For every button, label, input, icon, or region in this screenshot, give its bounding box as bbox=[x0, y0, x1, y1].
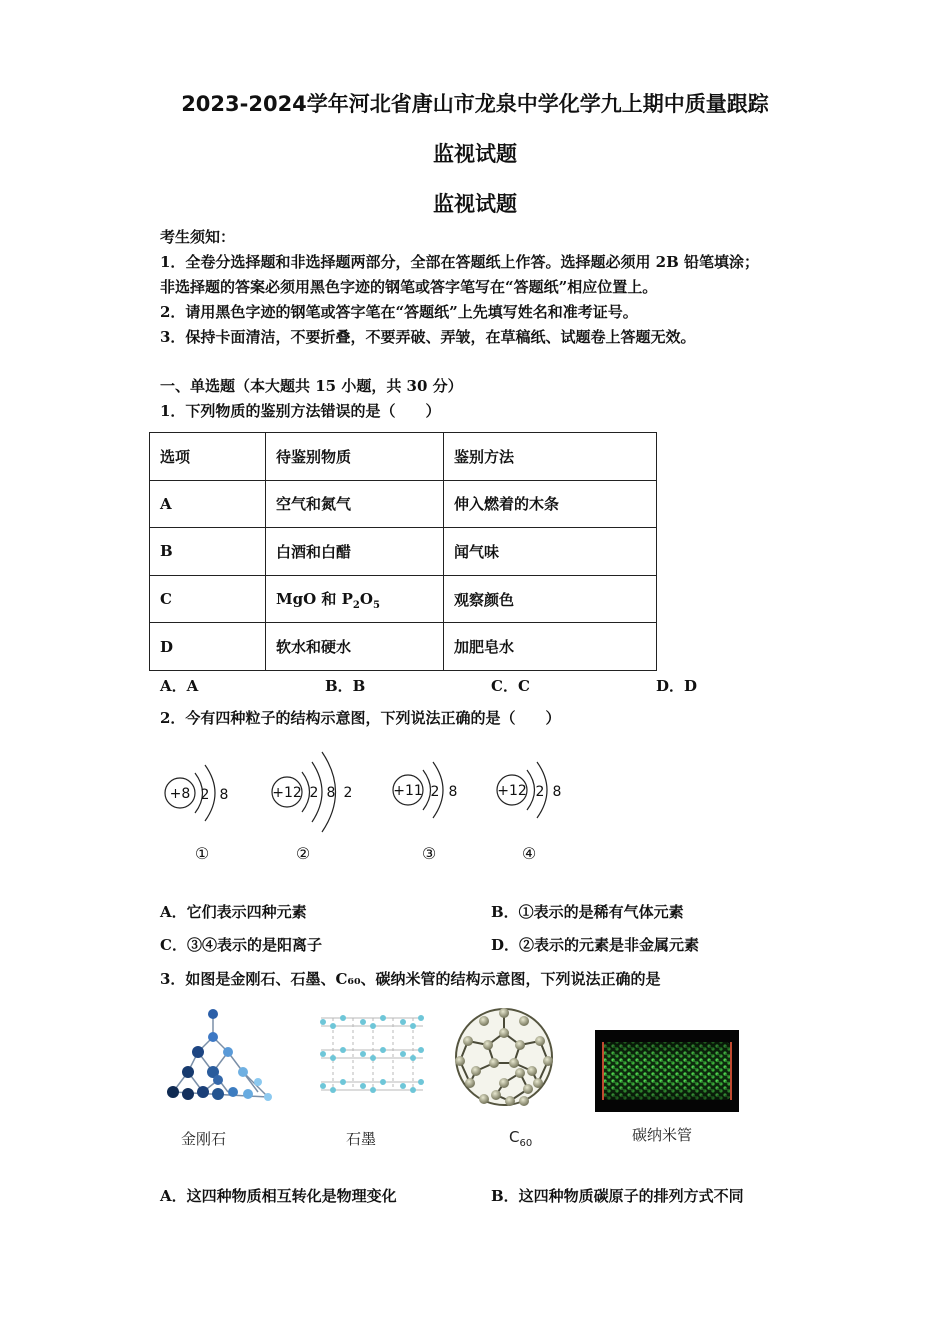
q2-choice-d: D．②表示的元素是非金属元素 bbox=[491, 936, 700, 954]
row-method: 加肥皂水 bbox=[444, 623, 657, 671]
c60-structure-image bbox=[448, 1003, 560, 1111]
shell-electrons: 2 bbox=[200, 787, 210, 803]
atom-label: ① bbox=[194, 844, 210, 863]
row-method: 闻气味 bbox=[444, 528, 657, 576]
nucleus-charge: +11 bbox=[393, 783, 423, 799]
shell-electrons: 8 bbox=[219, 787, 229, 803]
page-subtitle-repeat: 监视试题 bbox=[433, 192, 517, 216]
row-substance-formula: MgO 和 $P_2O_5$ bbox=[266, 575, 444, 623]
header-method: 鉴别方法 bbox=[444, 433, 657, 481]
atom-label: ④ bbox=[521, 844, 537, 863]
row-substance: 空气和氮气 bbox=[266, 480, 444, 528]
shell-electrons: 2 bbox=[430, 784, 440, 800]
shell-electrons: 8 bbox=[552, 784, 562, 800]
notice-item-3: 3．保持卡面清洁，不要折叠，不要弄破、弄皱，在草稿纸、试题卷上答题无效。 bbox=[160, 328, 696, 346]
nucleus-charge: +8 bbox=[169, 786, 191, 802]
row-option: A bbox=[150, 480, 266, 528]
row-option: B bbox=[150, 528, 266, 576]
q2-choice-c: C．③④表示的是阳离子 bbox=[160, 936, 322, 954]
c60-caption: $C_{60}$ bbox=[509, 1128, 533, 1149]
row-substance: 白酒和白醋 bbox=[266, 528, 444, 576]
table-header-row bbox=[150, 433, 657, 481]
shell-electrons: 8 bbox=[326, 785, 336, 801]
row-substance: 软水和硬水 bbox=[266, 623, 444, 671]
table-row bbox=[150, 623, 657, 671]
q1-choice-a: A．A bbox=[160, 677, 199, 695]
row-option: D bbox=[150, 623, 266, 671]
electron-shell-arc bbox=[423, 770, 431, 810]
shell-electrons: 2 bbox=[309, 785, 319, 801]
page-title: 2023-2024学年河北省唐山市龙泉中学化学九上期中质量跟踪 bbox=[181, 92, 769, 116]
table-row bbox=[150, 480, 657, 528]
table-row bbox=[150, 528, 657, 576]
atom-label: ③ bbox=[421, 844, 437, 863]
row-option: C bbox=[150, 575, 266, 623]
header-substance: 待鉴别物质 bbox=[266, 433, 444, 481]
notice-item-2: 2．请用黑色字迹的钢笔或答字笔在“答题纸”上先填写姓名和准考证号。 bbox=[160, 303, 638, 321]
q1-table bbox=[149, 432, 657, 671]
shell-electrons: 8 bbox=[448, 784, 458, 800]
nucleus-charge: +12 bbox=[272, 785, 302, 801]
diamond-caption: 金刚石 bbox=[181, 1130, 227, 1148]
q2-choice-a: A．它们表示四种元素 bbox=[160, 903, 307, 921]
graphite-structure-image bbox=[313, 1000, 433, 1110]
page-subtitle: 监视试题 bbox=[433, 142, 517, 166]
diamond-structure-image bbox=[158, 1002, 283, 1110]
q3-stem: 3．如图是金刚石、石墨、C₆₀、碳纳米管的结构示意图，下列说法正确的是 bbox=[160, 970, 661, 988]
nucleus-charge: +12 bbox=[497, 783, 527, 799]
q2-choice-b: B．①表示的是稀有气体元素 bbox=[491, 903, 684, 921]
shell-electrons: 2 bbox=[343, 785, 353, 801]
q2-stem: 2．今有四种粒子的结构示意图，下列说法正确的是（ ） bbox=[160, 709, 561, 727]
shell-electrons: 2 bbox=[535, 784, 545, 800]
section-heading: 一、单选题（本大题共 15 小题，共 30 分） bbox=[160, 377, 463, 395]
q3-choice-b: B．这四种物质碳原子的排列方式不同 bbox=[491, 1187, 744, 1205]
atom-label: ② bbox=[295, 844, 311, 863]
q1-choice-c: C．C bbox=[491, 677, 530, 695]
notice-item-1b: 非选择题的答案必须用黑色字迹的钢笔或答字笔写在“答题纸”相应位置上。 bbox=[160, 278, 658, 296]
notice-item-1a: 1．全卷分选择题和非选择题两部分，全部在答题纸上作答。选择题必须用 2B 铅笔填涂； bbox=[160, 253, 760, 271]
q3-choice-a: A．这四种物质相互转化是物理变化 bbox=[160, 1187, 397, 1205]
nanotube-caption: 碳纳米管 bbox=[632, 1126, 693, 1144]
atom-structure-diagrams bbox=[150, 735, 610, 870]
q1-choice-b: B．B bbox=[325, 677, 366, 695]
nanotube-structure-image bbox=[595, 1030, 739, 1112]
q1-choice-d: D．D bbox=[656, 677, 698, 695]
graphite-caption: 石墨 bbox=[346, 1130, 377, 1148]
header-option: 选项 bbox=[150, 433, 266, 481]
row-method: 伸入燃着的木条 bbox=[444, 480, 657, 528]
row-method: 观察颜色 bbox=[444, 575, 657, 623]
electron-shell-arc bbox=[302, 772, 310, 812]
table-row bbox=[150, 575, 657, 623]
electron-shell-arc bbox=[527, 770, 535, 810]
notice-heading: 考生须知： bbox=[160, 228, 236, 246]
q1-stem: 1．下列物质的鉴别方法错误的是（ ） bbox=[160, 402, 441, 420]
